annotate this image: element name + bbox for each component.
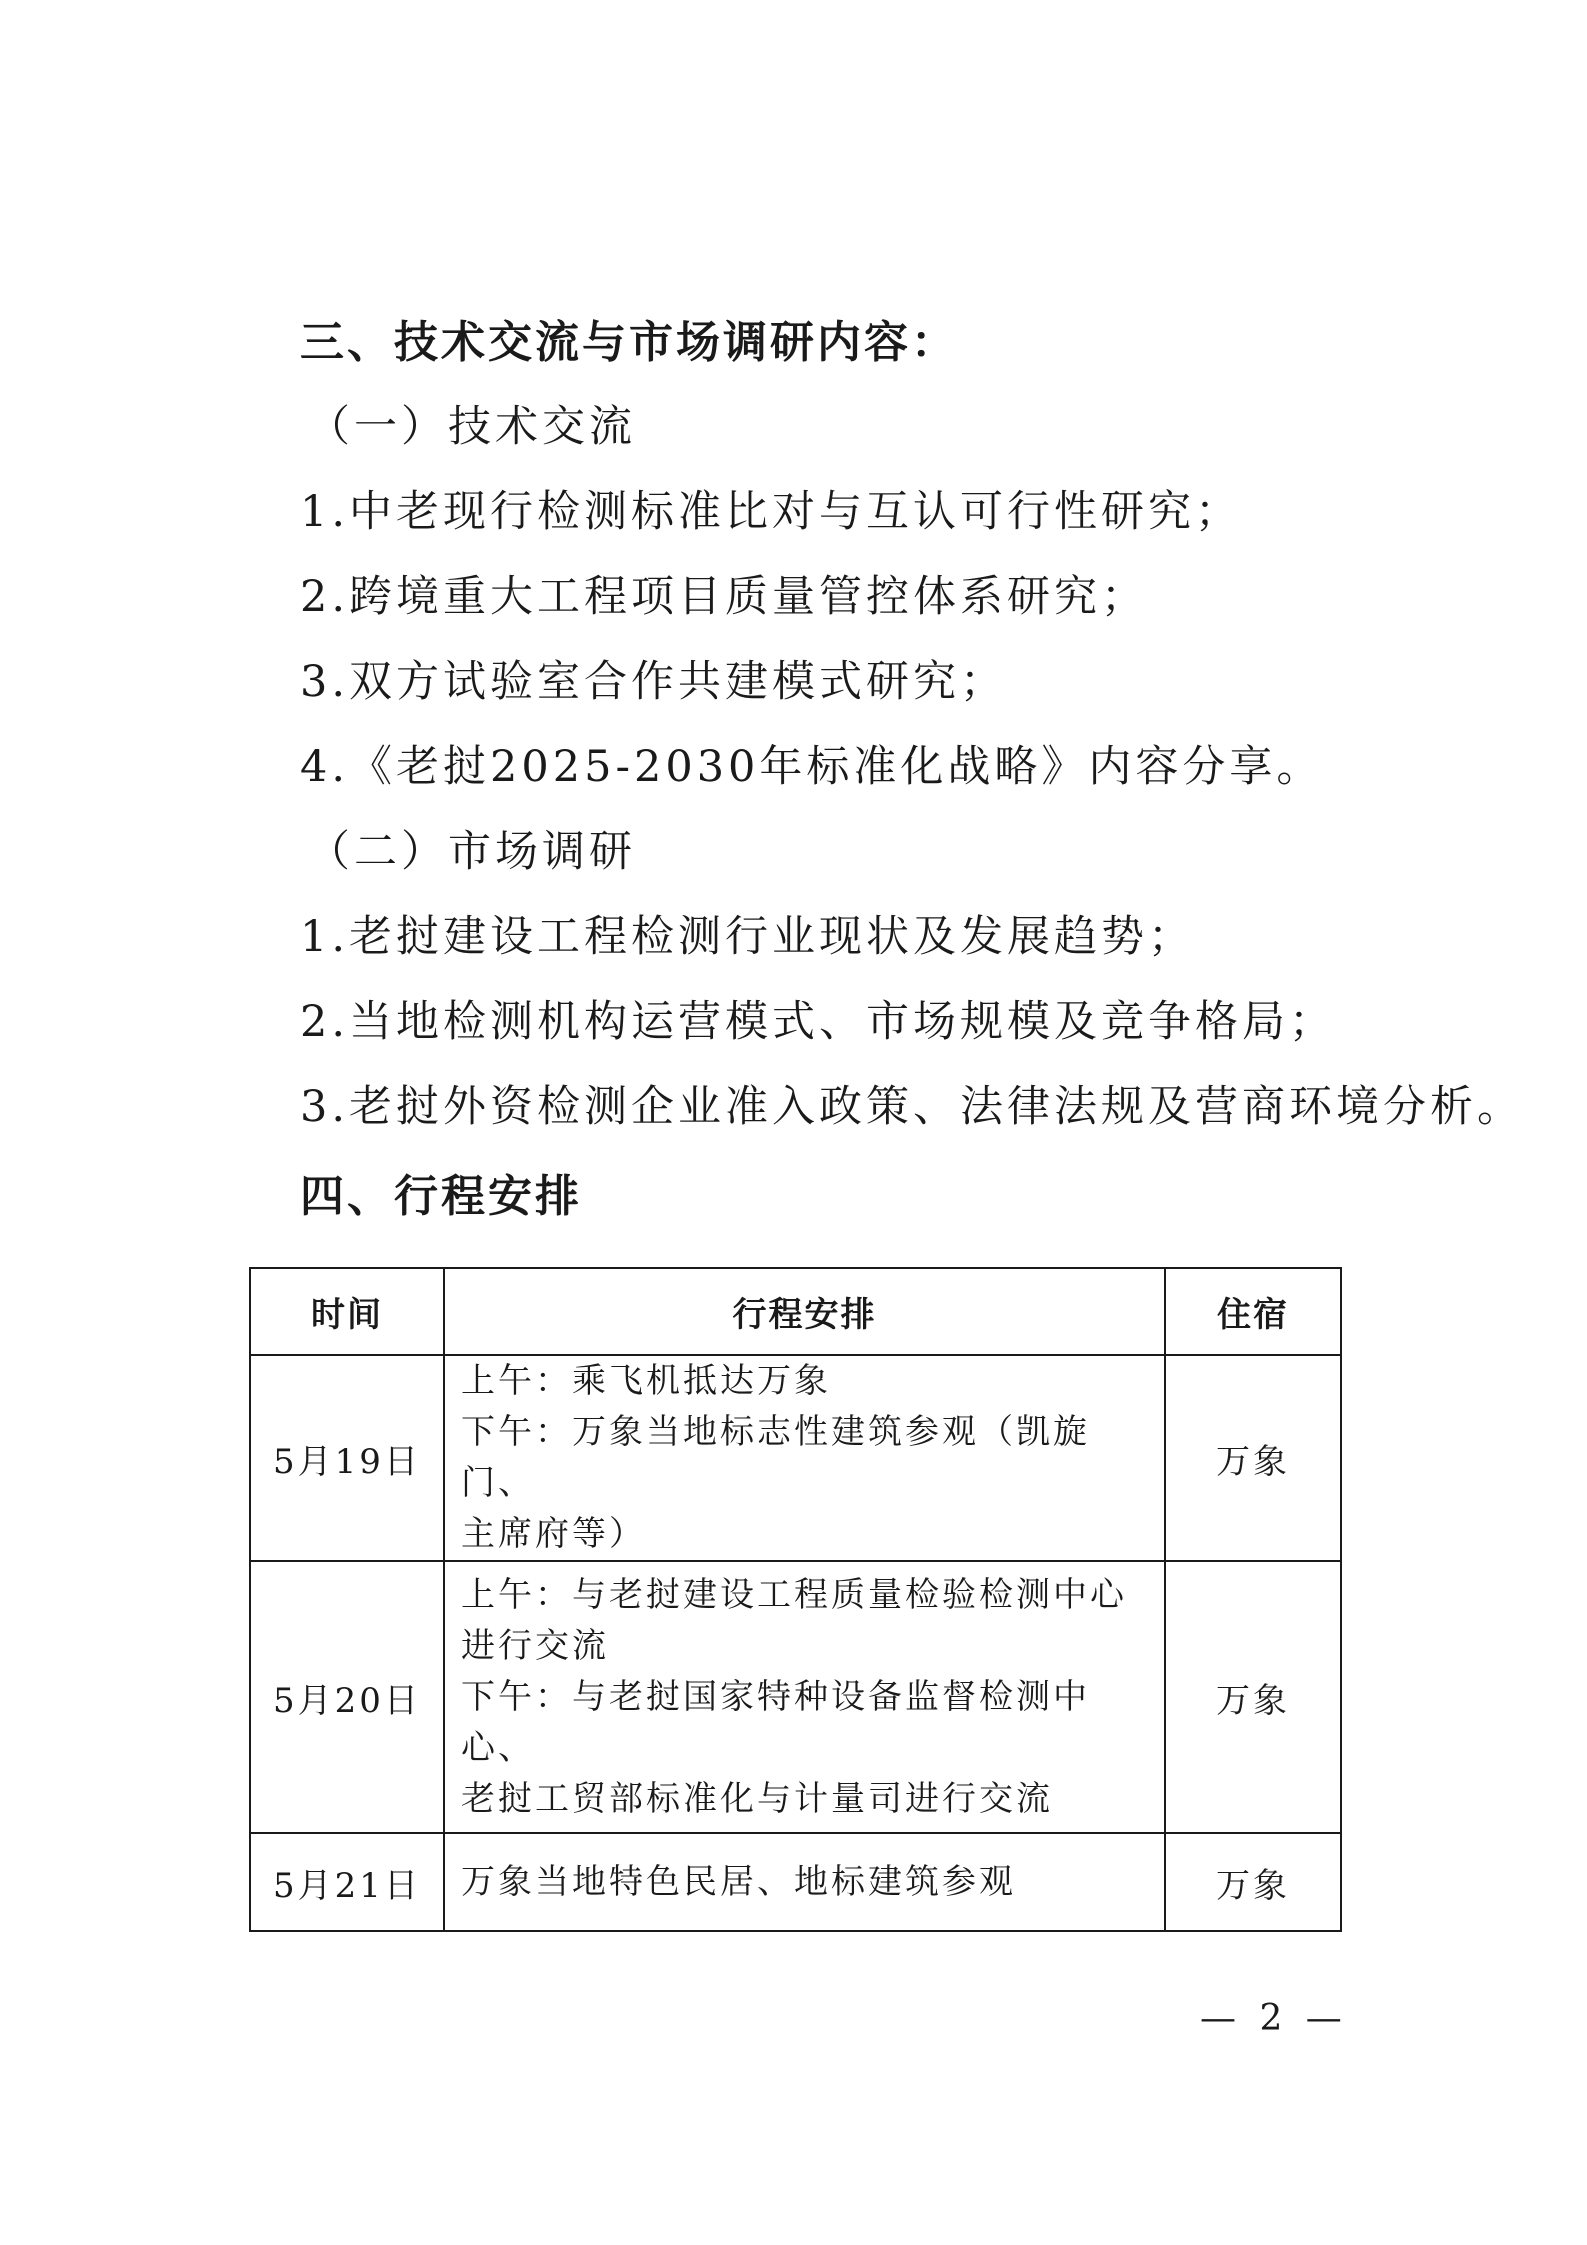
subsection-2-title: （二）市场调研 — [307, 827, 636, 877]
plan-line: 上午：乘飞机抵达万象 — [461, 1361, 831, 1401]
header-stay: 住宿 — [1165, 1268, 1341, 1355]
row-date: 5月21日 — [250, 1833, 444, 1931]
plan-line: 万象当地特色民居、地标建筑参观 — [461, 1861, 1016, 1902]
table-row — [250, 1561, 1341, 1833]
row-plan — [444, 1833, 1165, 1931]
plan-line: 老挝工贸部标准化与计量司进行交流 — [461, 1778, 1053, 1819]
list-item: 4.《老挝2025-2030年标准化战略》内容分享。 — [300, 742, 1324, 792]
row-stay: 万象 — [1165, 1561, 1341, 1833]
list-item: 2.当地检测机构运营模式、市场规模及竞争格局； — [300, 997, 1337, 1047]
plan-line: 上午：与老挝建设工程质量检验检测中心 — [461, 1574, 1127, 1615]
list-item: 1.老挝建设工程检测行业现状及发展趋势； — [300, 912, 1196, 962]
itinerary-table — [249, 1267, 1342, 1932]
list-item: 3.双方试验室合作共建模式研究； — [300, 657, 1008, 707]
table-row — [250, 1355, 1341, 1561]
section-3-heading: 三、技术交流与市场调研内容： — [300, 317, 958, 368]
page-number: — 2 — — [1200, 1998, 1348, 2039]
header-date: 时间 — [250, 1268, 444, 1355]
plan-line: 主席府等） — [461, 1514, 646, 1554]
row-stay: 万象 — [1165, 1833, 1341, 1931]
list-item: 3.老挝外资检测企业准入政策、法律法规及营商环境分析。 — [300, 1082, 1525, 1132]
row-stay: 万象 — [1165, 1355, 1341, 1561]
plan-line: 下午：与老挝国家特种设备监督检测中心、 — [461, 1676, 1090, 1768]
section-4-heading: 四、行程安排 — [300, 1171, 582, 1222]
row-date: 5月20日 — [250, 1561, 444, 1833]
row-plan — [444, 1355, 1165, 1561]
row-date: 5月19日 — [250, 1355, 444, 1561]
header-plan: 行程安排 — [444, 1268, 1165, 1355]
subsection-1-title: （一）技术交流 — [307, 402, 636, 452]
list-item: 1.中老现行检测标准比对与互认可行性研究； — [300, 487, 1243, 537]
row-plan — [444, 1561, 1165, 1833]
list-item: 2.跨境重大工程项目质量管控体系研究； — [300, 572, 1149, 622]
table-header-row — [250, 1268, 1341, 1355]
plan-line: 下午：万象当地标志性建筑参观（凯旋门、 — [461, 1412, 1090, 1503]
plan-line: 进行交流 — [461, 1625, 609, 1666]
table-row — [250, 1833, 1341, 1931]
